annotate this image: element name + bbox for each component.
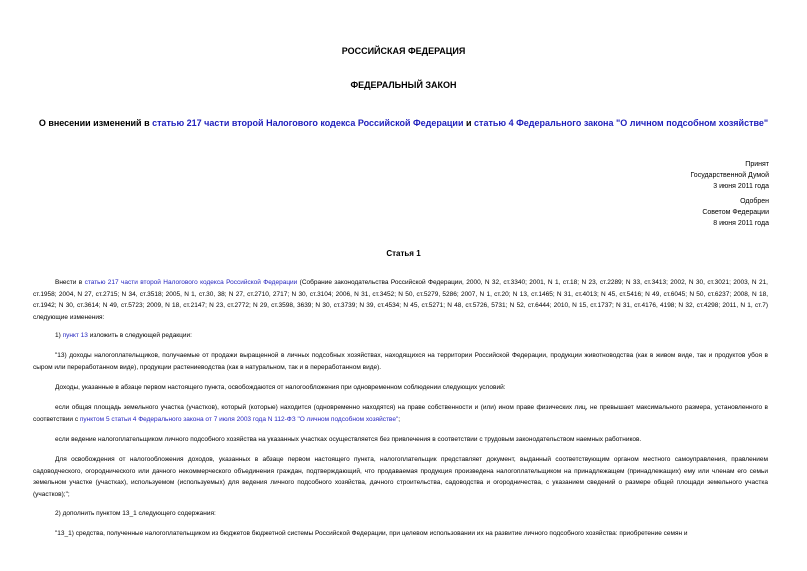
paragraph-document-requirement: Для освобождения от налогообложения доходов, указанных в абзаце первом настоящего пункта, налогоплательщик представляет документ, выданный соответствующим органом местного самоуправления, правлением садоводческого, огороднического или дачного некоммерческого объединения граждан, подтверждающий, что продаваемая продукция произведена налогоплательщиком на принадлежащем (принадлежащих) ему или членам его семьи земельном участке (участках), используемом (используемых) для ведения личного подсобного хозяйства, дачного строительства, садоводства и огородничества, с указанием сведений о размере общей площади земельного участка (участков);"; bbox=[33, 456, 768, 498]
paragraph-conditions: Доходы, указанные в абзаце первом настоящего пункта, освобождаются от налогообложения при одновременном соблюдении следующих условий: bbox=[55, 384, 506, 391]
paragraph-text: изложить в следующей редакции: bbox=[87, 332, 192, 339]
law-type-heading: ФЕДЕРАЛЬНЫЙ ЗАКОН bbox=[350, 80, 457, 90]
country-heading: РОССИЙСКАЯ ФЕДЕРАЦИЯ bbox=[341, 46, 466, 56]
title-prefix: О внесении изменений в bbox=[38, 118, 153, 128]
link-article-217[interactable]: статью 217 части второй Налогового кодекса Российской Федерации bbox=[84, 279, 298, 286]
paragraph-no-employees: если ведение налогоплательщиком личного подсобного хозяйства на указанных участках осуществляется без привлечения в соответствии с трудовым законодательством наемных работников. bbox=[55, 436, 642, 443]
paragraph-point-13: "13) доходы налогоплательщиков, получаемые от продажи выращенной в личных подсобных хозяйствах, находящихся на территории Российской Федерации, продукции животноводства (как в живом виде, так и продуктов убоя в сыром или переработанном виде), продукции растениеводства (как в натуральном, так и в переработанном виде). bbox=[33, 352, 768, 371]
paragraph-item-1 bbox=[33, 330, 768, 342]
title-conjunction: и bbox=[463, 118, 475, 128]
adoption-body: Государственной Думой bbox=[690, 172, 769, 179]
title-link-federal-law[interactable]: статью 4 Федерального закона "О личном подсобном хозяйстве" bbox=[474, 118, 769, 128]
paragraph-text: ; bbox=[398, 415, 401, 423]
link-point-13[interactable]: пункт 13 bbox=[62, 332, 88, 339]
article-heading: Статья 1 bbox=[386, 249, 421, 258]
adoption-block bbox=[690, 159, 769, 192]
approval-date: 8 июня 2011 года bbox=[713, 220, 769, 227]
approval-block bbox=[702, 196, 769, 229]
law-title bbox=[20, 118, 787, 128]
paragraph-point-13-1: "13_1) средства, полученные налогоплательщиком из бюджетов бюджетной системы Российской Федерации, при целевом использовании их на развитие личного подсобного хозяйства: приобретение семян и bbox=[55, 530, 688, 537]
title-link-tax-code[interactable]: статью 217 части второй Налогового кодекса Российской Федерации bbox=[152, 118, 464, 128]
paragraph-text: 1) bbox=[55, 332, 63, 339]
paragraph-intro bbox=[33, 277, 768, 323]
approval-body: Советом Федерации bbox=[702, 209, 769, 216]
paragraph-text: если общая площадь земельного участка (участков), который (которые) находится (одновременно находятся) на праве собственности и (или) ином праве физических лиц, не превышает максимального размера, установленного в соответствии с bbox=[33, 404, 768, 423]
adoption-label: Принят bbox=[745, 161, 769, 168]
adoption-date: 3 июня 2011 года bbox=[713, 183, 769, 190]
link-article-4-point-5[interactable]: пунктом 5 статьи 4 Федерального закона от 7 июля 2003 года N 112-ФЗ "О личном подсобном хозяйстве" bbox=[79, 415, 399, 423]
approval-label: Одобрен bbox=[740, 198, 769, 205]
paragraph-text: (Собрание законодательства Российской Федерации, 2000, N 32, ст.3340; 2001, N 1, ст.18; N 23, ст.2289; N 33, ст.3413; 2002, N 30, ст.3021; 2003, N 21, ст.1958; 2004, N 27, ст.2715; N 34, ст.3518; 2005, N 1, ст.30, 38; N 27, ст.2710, 2717; N 30, ст.3104; 2006, N 31, ст.3452; N 50, ст.5279, 5286; 2007, N 1, ст.20; N 13, ст.1465; N 31, ст.4013; N 45, ст.5416; N 49, ст.6045; N 50, ст.6237; 2008, N 18, ст.1942; N 30, ст.3614; N 49, ст.5723; 2009, N 18, ст.2147; N 23, ст.2772; N 29, ст.3598, 3639; N 30, ст.3739; N 39, ст.4534; N 45, ст.5271; N 48, ст.5726, 5731; N 52, ст.6444; 2010, N 15, ст.1737; N 31, ст.4176, 4198; N 32, ст.4298; 2011, N 1, ст.7) следующие изменения: bbox=[33, 279, 768, 321]
paragraph-item-2: 2) дополнить пунктом 13_1 следующего содержания: bbox=[55, 510, 216, 517]
paragraph-text: Внести в bbox=[55, 279, 85, 286]
paragraph-land-area bbox=[33, 402, 768, 425]
